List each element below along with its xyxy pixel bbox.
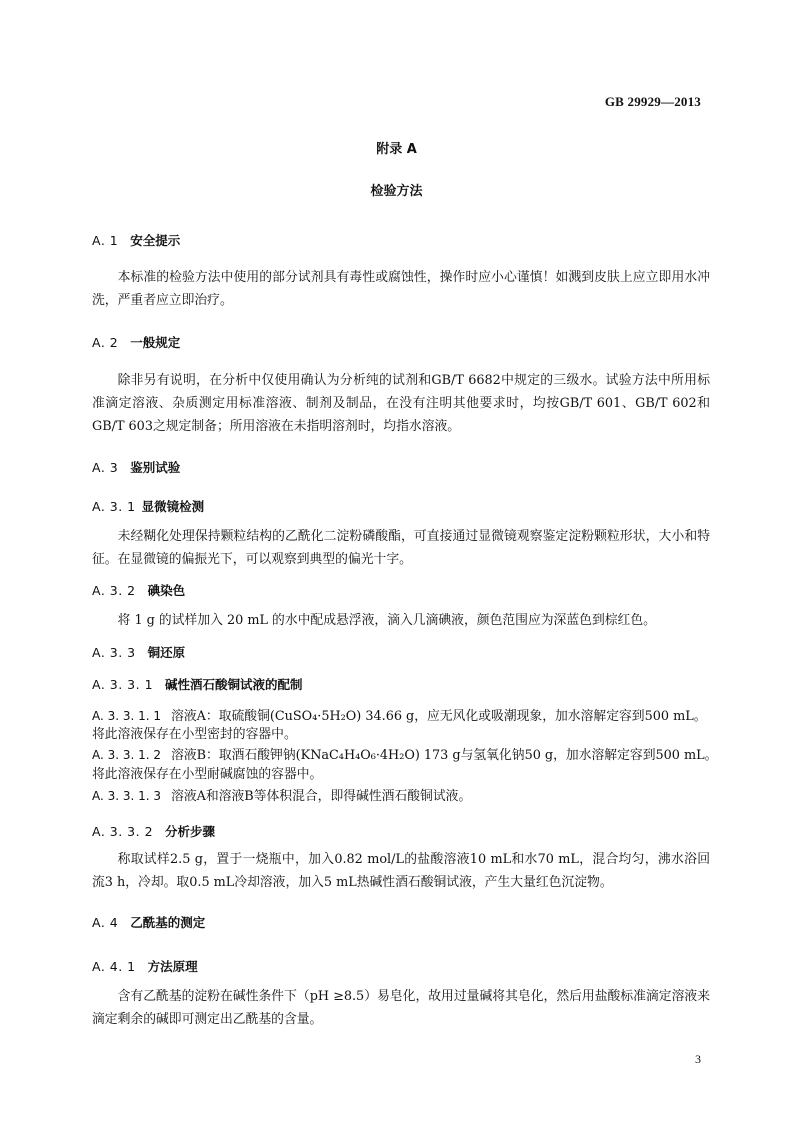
standard-code: GB 29929—2013 (604, 94, 701, 109)
section-title: 碘染色 (147, 583, 186, 598)
section-body-a32: 将 1 g 的试样加入 20 mL 的水中配成悬浮液，滴入几滴碘液，颜色范围应为深蓝色到棕红色。 (117, 613, 656, 628)
clause-text: 溶液B：取酒石酸钾钠(KNaC₄H₄O₆·4H₂O) 173 g与氢氧化钠50 g，加水溶解定容到500 mL。 (171, 748, 718, 763)
section-number: A. 3 (92, 460, 119, 475)
section-body-a2: 除非另有说明，在分析中仅使用确认为分析纯的试剂和GB/T 6682中规定的三级水。试验方法中所用标准滴定溶液、杂质测定用标准溶液、制剂及制品，在没有注明其他要求时，均按GB/T 601、GB/T 602和GB/T 603之规定制备；所用溶液在未指明溶剂时，均指水溶液。 (92, 373, 710, 434)
section-title: 铜还原 (147, 645, 186, 660)
clause-number: A. 3. 3. 1. 3 (92, 789, 162, 803)
section-number: A. 3. 2 (92, 583, 136, 598)
section-heading-a1 (92, 231, 180, 249)
section-body-a332: 称取试样2.5 g，置于一烧瓶中，加入0.82 mol/L的盐酸溶液10 mL和水70 mL，混合均匀，沸水浴回流3 h，冷却。取0.5 mL冷却溶液，加入5 mL热碱性酒石酸铜试液，产生大量红色沉淀物。 (92, 852, 710, 890)
clause-a3312-row (92, 745, 717, 766)
page-number: 3 (695, 1052, 701, 1066)
section-heading-a331 (92, 675, 303, 693)
annex-title: 检验方法 (370, 184, 423, 199)
section-heading-a41 (92, 957, 198, 975)
section-number: A. 1 (92, 233, 119, 248)
clause-text: 溶液A：取硫酸铜(CuSO₄·5H₂O) 34.66 g，应无风化或吸潮现象，加水溶解定容到500 mL。 (171, 709, 707, 724)
section-title: 显微镜检测 (141, 499, 205, 514)
section-number: A. 3. 3. 2 (92, 824, 154, 839)
clause-a3311-line2: 将此溶液保存在小型密封的容器中。 (92, 727, 297, 742)
section-title: 分析步骤 (165, 824, 216, 839)
section-heading-a2 (92, 333, 180, 351)
clause-a3313-row (92, 786, 471, 807)
section-title: 鉴别试验 (130, 460, 181, 475)
section-title: 一般规定 (130, 335, 181, 350)
section-number: A. 4 (92, 915, 119, 930)
section-heading-a32 (92, 581, 185, 599)
section-heading-a332 (92, 822, 215, 840)
clause-a3311-row (92, 706, 707, 727)
section-number: A. 3. 3 (92, 645, 136, 660)
section-title: 方法原理 (147, 959, 198, 974)
section-number: A. 4. 1 (92, 959, 136, 974)
section-body-a31: 未经糊化处理保持颗粒结构的乙酰化二淀粉磷酸酯，可直接通过显微镜观察鉴定淀粉颗粒形状，大小和特征。在显微镜的偏振光下，可以观察到典型的偏光十字。 (92, 529, 710, 567)
section-heading-a33 (92, 643, 185, 661)
section-heading-a3 (92, 458, 180, 476)
section-body-a41: 含有乙酰基的淀粉在碱性条件下（pH ≥8.5）易皂化，故用过量碱将其皂化，然后用盐酸标准滴定溶液来滴定剩余的碱即可测定出乙酰基的含量。 (92, 989, 710, 1027)
clause-number: A. 3. 3. 1. 2 (92, 748, 162, 762)
section-title: 乙酰基的测定 (130, 915, 206, 930)
clause-number: A. 3. 3. 1. 1 (92, 709, 162, 723)
section-number: A. 3. 1 (92, 499, 136, 514)
clause-text: 溶液A和溶液B等体积混合，即得碱性酒石酸铜试液。 (171, 789, 472, 804)
section-title: 安全提示 (130, 233, 181, 248)
section-number: A. 3. 3. 1 (92, 677, 154, 692)
annex-label: 附录 A (376, 142, 417, 157)
section-heading-a31 (92, 497, 204, 515)
section-title: 碱性酒石酸铜试液的配制 (165, 677, 303, 692)
section-body-a1: 本标准的检验方法中使用的部分试剂具有毒性或腐蚀性，操作时应小心谨慎！如溅到皮肤上应立即用水冲洗，严重者应立即治疗。 (92, 270, 710, 308)
section-number: A. 2 (92, 335, 119, 350)
section-heading-a4 (92, 913, 205, 931)
clause-a3312-line2: 将此溶液保存在小型耐碱腐蚀的容器中。 (92, 767, 323, 782)
